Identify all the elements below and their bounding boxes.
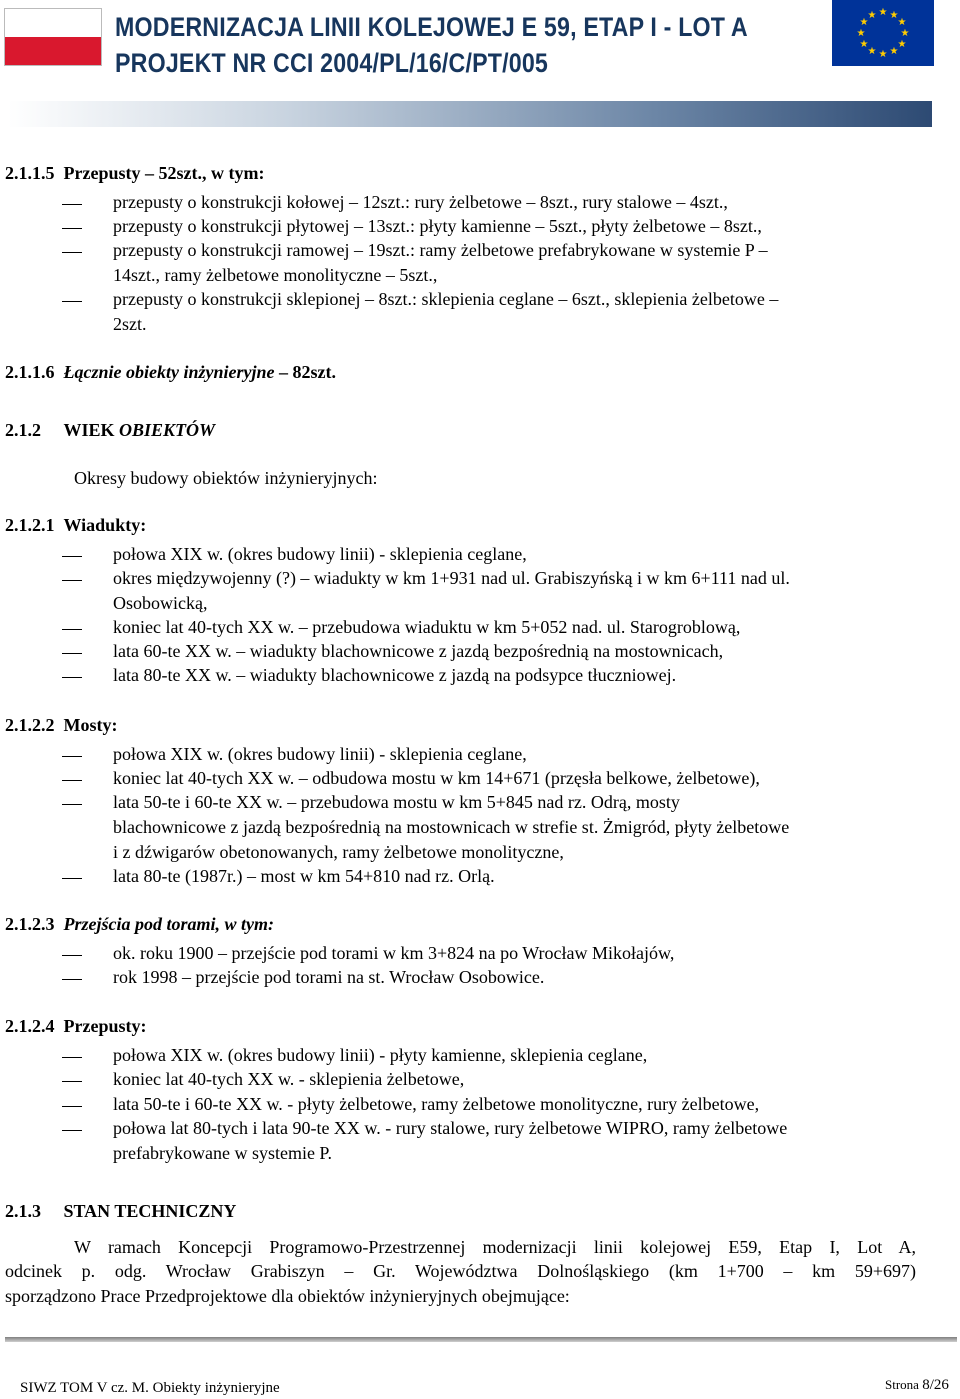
eu-flag-icon — [832, 0, 934, 66]
svg-text:★: ★ — [878, 7, 888, 18]
bullet-dash — [62, 677, 82, 678]
footer-document-title: SIWZ TOM V cz. M. Obiekty inżynieryjne — [20, 1380, 280, 1396]
header-title-line1: MODERNIZACJA LINII KOLEJOWEJ E 59, ETAP I - LOT A — [115, 12, 748, 42]
section-2-1-2-3-heading: 2.1.2.3 Przejścia pod torami, w tym: — [5, 914, 274, 934]
list-item-continuation: blachownicowe z jazdą bezpośrednią na mostownicach w strefie st. Żmigród, płyty żelbetowe — [113, 817, 790, 837]
list-item: lata 50-te i 60-te XX w. – przebudowa mostu w km 5+845 nad rz. Odrą, mosty — [113, 792, 680, 812]
bullet-dash — [62, 878, 82, 879]
list-item: lata 60-te XX w. – wiadukty blachownicowe z jazdą bezpośrednią na mostownicach, — [113, 641, 724, 661]
bullet-dash — [62, 756, 82, 757]
list-item-continuation: 14szt., ramy żelbetowe monolityczne – 5szt., — [113, 265, 438, 285]
section-2-1-1-6-heading: 2.1.1.6 Łącznie obiekty inżynieryjne – 82szt. — [5, 362, 336, 382]
svg-text:★: ★ — [867, 10, 877, 21]
list-item: lata 50-te i 60-te XX w. - płyty żelbetowe, ramy żelbetowe monolityczne, rury żelbetowe, — [113, 1094, 760, 1114]
paragraph-line: sporządzono Prace Przedprojektowe dla obiektów inżynieryjnych obejmujące: — [5, 1286, 570, 1306]
bullet-dash — [62, 955, 82, 956]
bullet-dash — [62, 780, 82, 781]
footer-divider — [5, 1337, 957, 1342]
bullet-dash — [62, 979, 82, 980]
paragraph-line: odcinek p. odg. Wrocław Grabiszyn – Gr. Województwa Dolnośląskiego (km 1+700 – km 59+697) — [5, 1261, 916, 1281]
bullet-dash — [62, 804, 82, 805]
section-intro: Okresy budowy obiektów inżynieryjnych: — [74, 468, 378, 488]
section-2-1-2-heading: 2.1.2 WIEK OBIEKTÓW — [5, 420, 216, 440]
bullet-dash — [62, 629, 82, 630]
list-item: połowa lat 80-tych i lata 90-te XX w. - rury stalowe, rury żelbetowe WIPRO, ramy żelbetowe — [113, 1118, 788, 1138]
svg-text:★: ★ — [859, 39, 869, 50]
footer-page-number: Strona 8/26 — [885, 1377, 949, 1393]
bullet-dash — [62, 580, 82, 581]
section-2-1-2-2-heading: 2.1.2.2 Mosty: — [5, 715, 118, 735]
list-item: przepusty o konstrukcji sklepionej – 8szt.: sklepienia ceglane – 6szt., sklepienia żelbetowe – — [113, 289, 779, 309]
list-item-continuation: i z dźwigarów obetonowanych, ramy żelbetowe monolityczne, — [113, 842, 564, 862]
bullet-dash — [62, 1081, 82, 1082]
svg-text:★: ★ — [897, 39, 907, 50]
section-2-1-3-heading: 2.1.3 STAN TECHNICZNY — [5, 1201, 237, 1221]
list-item: przepusty o konstrukcji kołowej – 12szt.: rury żelbetowe – 8szt., rury stalowe – 4szt., — [113, 192, 728, 212]
poland-flag-icon — [4, 8, 102, 66]
list-item: koniec lat 40-tych XX w. – przebudowa wiaduktu w km 5+052 nad. ul. Starogroblową, — [113, 617, 741, 637]
svg-text:★: ★ — [889, 10, 899, 21]
list-item: rok 1998 – przejście pod torami na st. Wrocław Osobowice. — [113, 967, 545, 987]
svg-text:★: ★ — [897, 17, 907, 28]
bullet-dash — [62, 1057, 82, 1058]
svg-text:★: ★ — [859, 17, 869, 28]
header-title-line2: PROJEKT NR CCI 2004/PL/16/C/PT/005 — [115, 48, 548, 78]
page-header — [0, 0, 960, 130]
bullet-dash — [62, 1130, 82, 1131]
list-item: połowa XIX w. (okres budowy linii) - sklepienia ceglane, — [113, 744, 527, 764]
bullet-dash — [62, 1106, 82, 1107]
svg-text:★: ★ — [878, 49, 888, 60]
list-item-continuation: 2szt. — [113, 314, 147, 334]
svg-text:★: ★ — [900, 28, 910, 39]
list-item: lata 80-te XX w. – wiadukty blachownicowe z jazdą na podsypce tłuczniowej. — [113, 665, 677, 685]
section-2-1-2-4-heading: 2.1.2.4 Przepusty: — [5, 1016, 147, 1036]
list-item: przepusty o konstrukcji ramowej – 19szt.: ramy żelbetowe prefabrykowane w systemie P – — [113, 240, 768, 260]
section-2-1-2-1-heading: 2.1.2.1 Wiadukty: — [5, 515, 147, 535]
bullet-dash — [62, 204, 82, 205]
list-item: połowa XIX w. (okres budowy linii) - płyty kamienne, sklepienia ceglane, — [113, 1045, 648, 1065]
list-item: ok. roku 1900 – przejście pod torami w km 3+824 na po Wrocław Mikołajów, — [113, 943, 675, 963]
bullet-dash — [62, 228, 82, 229]
svg-text:★: ★ — [889, 46, 899, 57]
bullet-dash — [62, 252, 82, 253]
svg-text:★: ★ — [867, 46, 877, 57]
list-item: przepusty o konstrukcji płytowej – 13szt.: płyty kamienne – 5szt., płyty żelbetowe – 8szt., — [113, 216, 762, 236]
list-item-continuation: prefabrykowane w systemie P. — [113, 1143, 332, 1163]
section-2-1-1-5-heading: 2.1.1.5 Przepusty – 52szt., w tym: — [5, 163, 265, 183]
bullet-dash — [62, 301, 82, 302]
list-item: koniec lat 40-tych XX w. - sklepienia żelbetowe, — [113, 1069, 465, 1089]
list-item: okres międzywojenny (?) – wiadukty w km 1+931 nad ul. Grabiszyńską i w km 6+111 nad ul. — [113, 568, 790, 588]
list-item: lata 80-te (1987r.) – most w km 54+810 nad rz. Orlą. — [113, 866, 495, 886]
header-gradient-bar — [8, 101, 932, 127]
svg-text:★: ★ — [856, 28, 866, 39]
list-item: koniec lat 40-tych XX w. – odbudowa mostu w km 14+671 (przęsła belkowe, żelbetowe), — [113, 768, 760, 788]
list-item-continuation: Osobowicką, — [113, 593, 208, 613]
list-item: połowa XIX w. (okres budowy linii) - sklepienia ceglane, — [113, 544, 527, 564]
bullet-dash — [62, 556, 82, 557]
paragraph-line: W ramach Koncepcji Programowo-Przestrzennej modernizacji linii kolejowej E59, Etap I, Lot A, — [74, 1237, 916, 1257]
bullet-dash — [62, 653, 82, 654]
